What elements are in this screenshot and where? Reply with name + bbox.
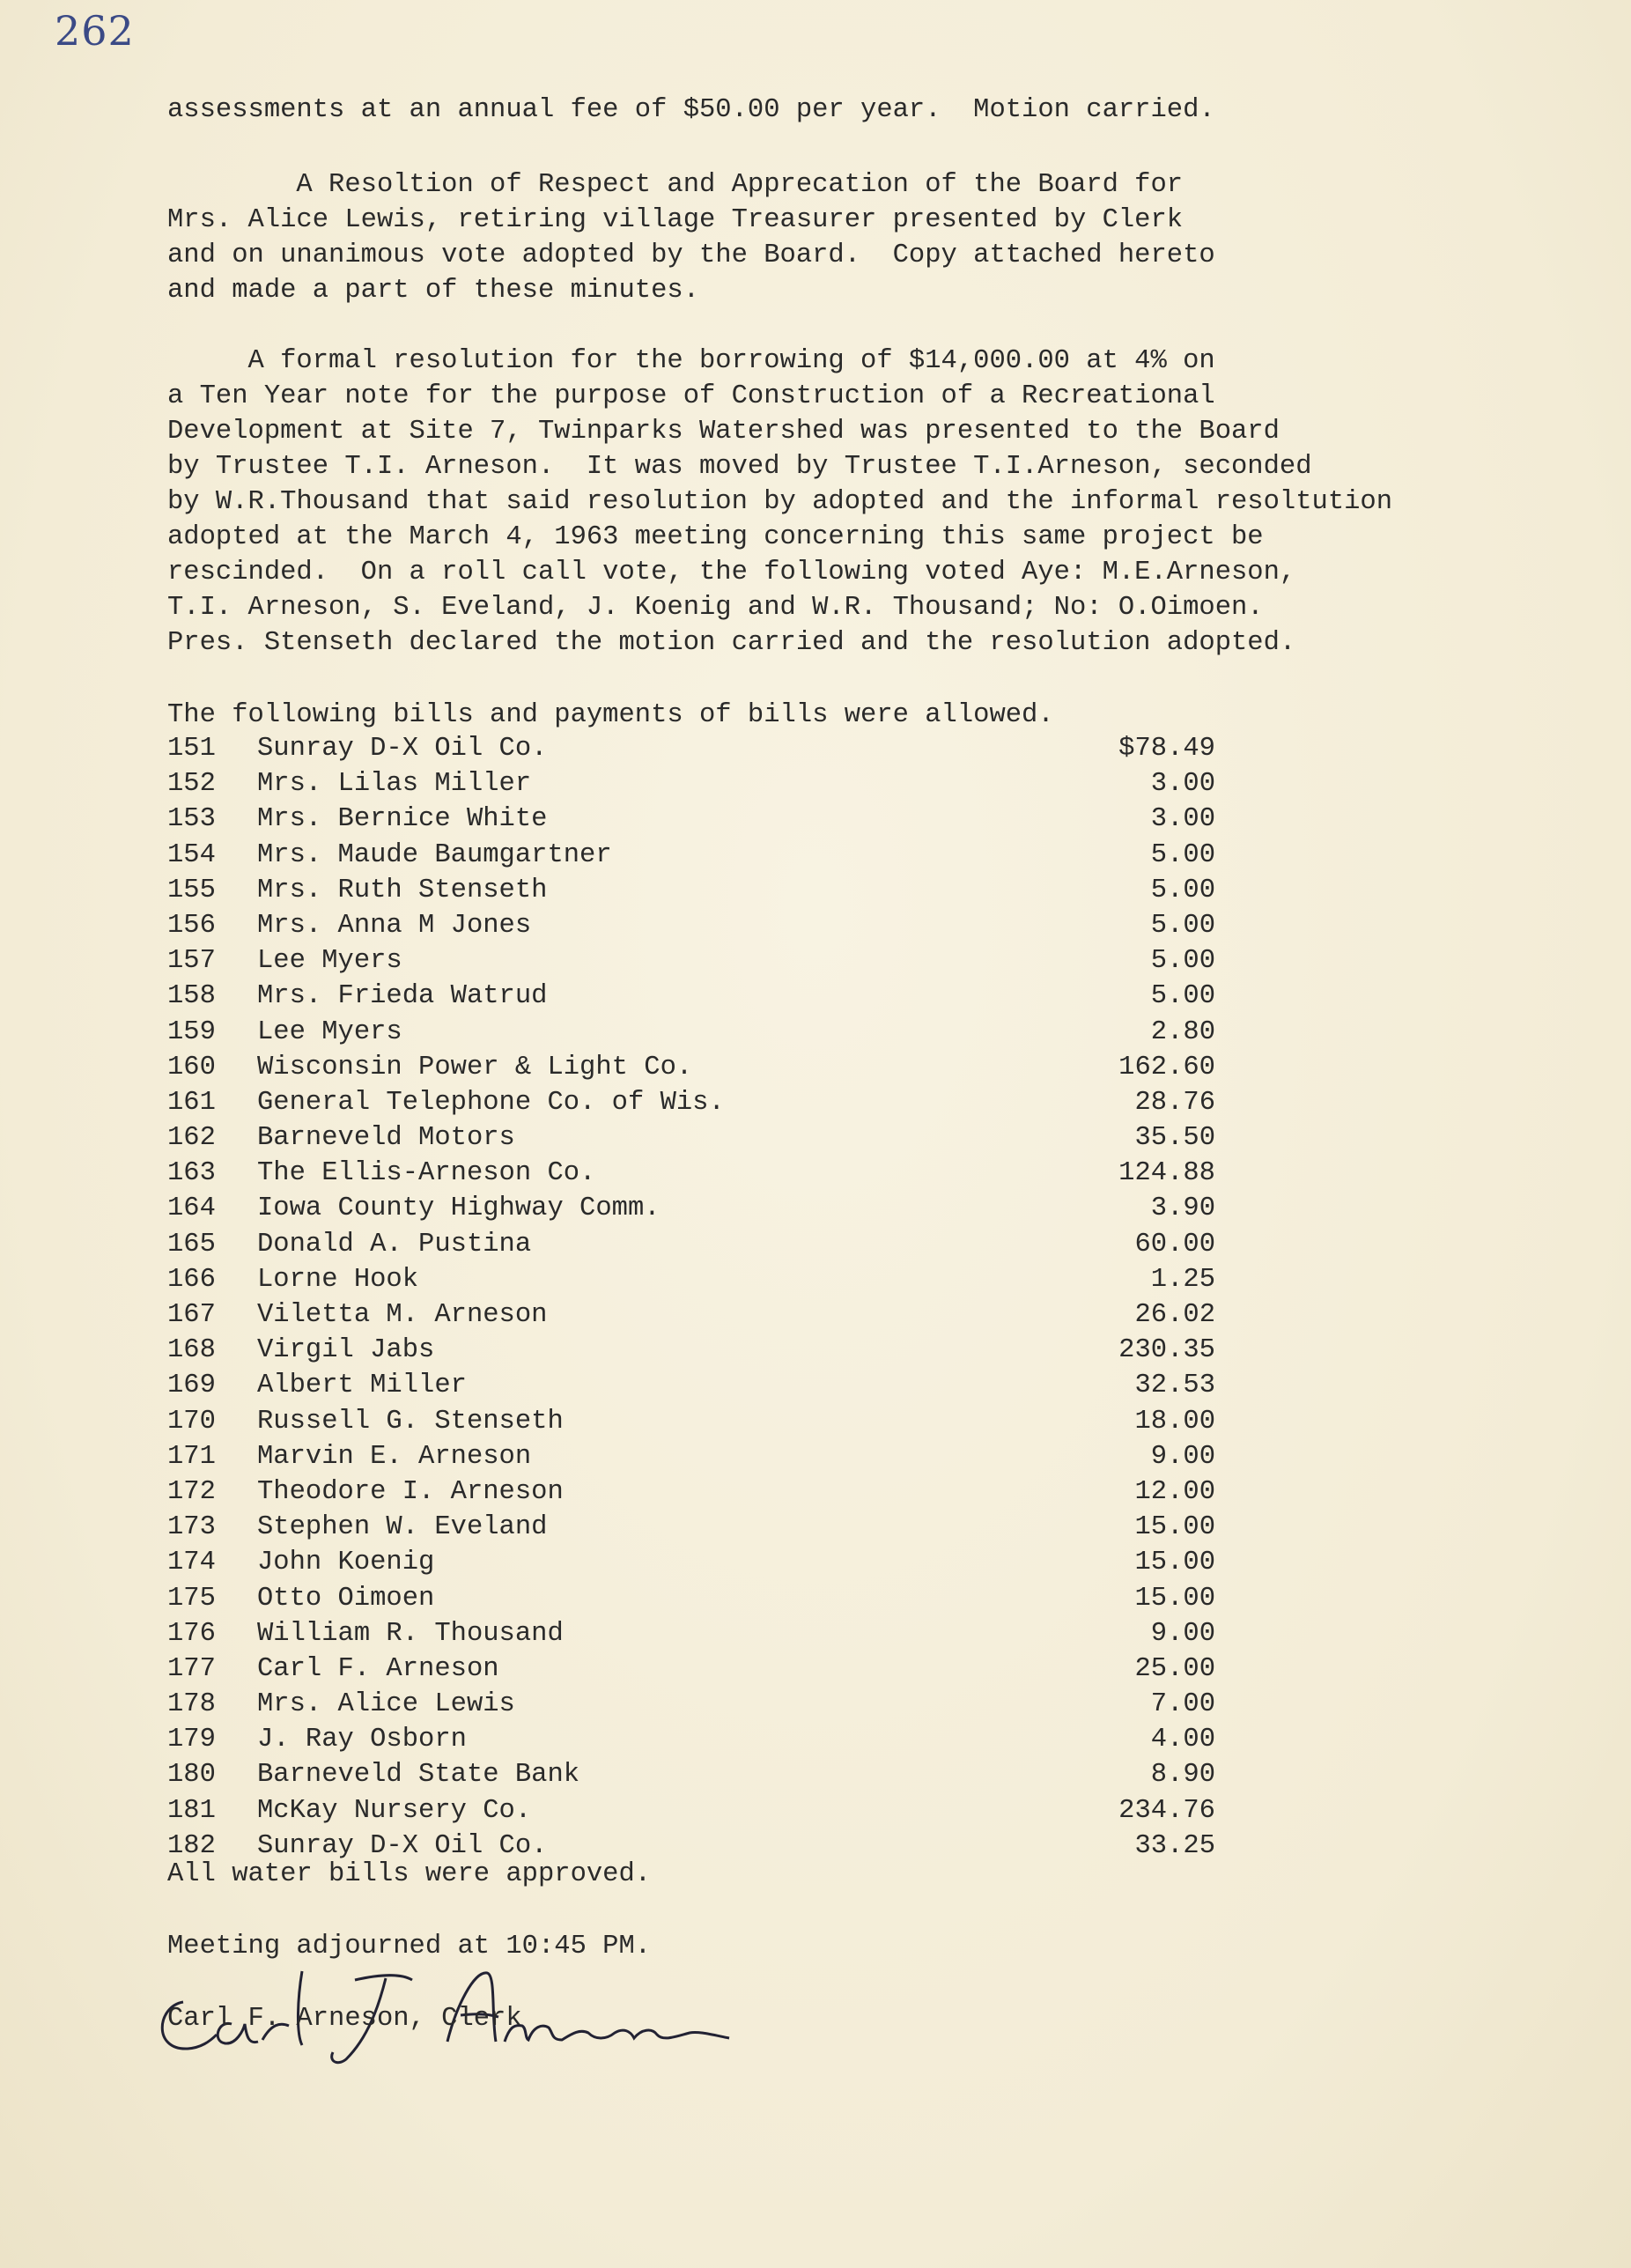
bill-amount: 3.90 (1150, 1193, 1215, 1224)
bill-row (167, 1687, 1251, 1722)
bill-row (167, 1510, 1251, 1545)
bill-row (167, 1404, 1251, 1439)
bill-payee: General Telephone Co. of Wis. (257, 1087, 725, 1118)
bill-payee: Mrs. Maude Baumgartner (257, 839, 612, 870)
bill-amount: 8.90 (1150, 1760, 1215, 1791)
bill-number: 164 (167, 1193, 216, 1224)
bill-payee: Iowa County Highway Comm. (257, 1193, 661, 1224)
bill-number: 173 (167, 1512, 216, 1543)
bill-payee: Sunray D-X Oil Co. (257, 1830, 548, 1861)
bill-payee: Mrs. Frieda Watrud (257, 981, 548, 1012)
bill-payee: Theodore I. Arneson (257, 1476, 564, 1507)
bill-payee: Lorne Hook (257, 1264, 419, 1295)
bill-amount: 26.02 (1134, 1300, 1215, 1330)
bill-row (167, 1085, 1251, 1120)
bill-number: 169 (167, 1370, 216, 1401)
bill-number: 152 (167, 769, 216, 800)
bill-payee: Mrs. Ruth Stenseth (257, 875, 548, 905)
bill-row (167, 943, 1251, 979)
bill-payee: Albert Miller (257, 1370, 467, 1401)
bill-amount: $78.49 (1118, 734, 1215, 764)
bill-row (167, 838, 1251, 873)
bill-number: 171 (167, 1441, 216, 1472)
bill-number: 167 (167, 1300, 216, 1330)
bill-amount: 2.80 (1150, 1016, 1215, 1047)
bill-amount: 32.53 (1134, 1370, 1215, 1401)
bill-payee: Donald A. Pustina (257, 1229, 532, 1260)
bill-amount: 9.00 (1150, 1441, 1215, 1472)
bill-number: 166 (167, 1264, 216, 1295)
bill-row (167, 1722, 1251, 1757)
bill-amount: 5.00 (1150, 910, 1215, 941)
bill-number: 159 (167, 1016, 216, 1047)
bill-number: 181 (167, 1795, 216, 1826)
bill-amount: 234.76 (1118, 1795, 1215, 1826)
paragraph-formal-resolution: A formal resolution for the borrowing of $14,000.00 at 4% on a Ten Year note for the purpose of Construction of a Recreational Development at Site 7, Twinparks Watershed was presented to the Board by Trustee T.I. Arneson. It was moved by Trustee T.I.Arneson, seconded by W.R.Thousand that said resolution by adopted and the informal resoltution adopted at the March 4, 1963 meeting concerning this same project be rescinded. On a roll call vote, the following voted Aye: M.E.Arneson, T.I. Arneson, S. Eveland, J. Koenig and W.R. Thousand; No: O.Oimoen. Pres. Stenseth declared the motion carried and the resolution adopted. (167, 346, 1393, 658)
bill-payee: Viletta M. Arneson (257, 1300, 548, 1330)
bill-amount: 124.88 (1118, 1158, 1215, 1189)
bill-row (167, 1050, 1251, 1085)
bill-amount: 5.00 (1150, 839, 1215, 870)
bill-amount: 5.00 (1150, 946, 1215, 977)
bill-amount: 4.00 (1150, 1725, 1215, 1755)
bill-amount: 230.35 (1118, 1335, 1215, 1366)
bill-number: 172 (167, 1476, 216, 1507)
bill-number: 153 (167, 804, 216, 835)
bill-number: 157 (167, 946, 216, 977)
bill-row (167, 1368, 1251, 1403)
bill-row (167, 1156, 1251, 1191)
bill-payee: The Ellis-Arneson Co. (257, 1158, 596, 1189)
bill-amount: 15.00 (1134, 1583, 1215, 1614)
bill-number: 182 (167, 1830, 216, 1861)
bill-amount: 25.00 (1134, 1653, 1215, 1684)
bill-number: 163 (167, 1158, 216, 1189)
bill-row (167, 908, 1251, 943)
bill-amount: 28.76 (1134, 1087, 1215, 1118)
bill-number: 154 (167, 839, 216, 870)
bill-payee: Carl F. Arneson (257, 1653, 499, 1684)
bill-payee: Mrs. Lilas Miller (257, 769, 532, 800)
bill-payee: John Koenig (257, 1548, 435, 1578)
bill-row (167, 731, 1251, 766)
bill-row (167, 1297, 1251, 1333)
bill-number: 176 (167, 1618, 216, 1649)
bill-amount: 35.50 (1134, 1123, 1215, 1154)
bill-number: 177 (167, 1653, 216, 1684)
bill-amount: 1.25 (1150, 1264, 1215, 1295)
bill-amount: 5.00 (1150, 875, 1215, 905)
bill-row (167, 766, 1251, 802)
bill-amount: 15.00 (1134, 1548, 1215, 1578)
bill-payee: J. Ray Osborn (257, 1725, 467, 1755)
water-bills-note: All water bills were approved. (167, 1859, 652, 1889)
bill-row (167, 1227, 1251, 1262)
bill-row (167, 1439, 1251, 1474)
bill-row (167, 1581, 1251, 1616)
bill-number: 178 (167, 1689, 216, 1720)
bill-payee: Mrs. Anna M Jones (257, 910, 532, 941)
bills-list (167, 731, 1251, 1864)
bill-payee: Virgil Jabs (257, 1335, 435, 1366)
bill-number: 162 (167, 1123, 216, 1154)
bill-row (167, 802, 1251, 837)
bills-intro: The following bills and payments of bills were allowed. (167, 700, 1054, 730)
bill-number: 156 (167, 910, 216, 941)
meeting-adjourned: Meeting adjourned at 10:45 PM. (167, 1932, 652, 1961)
bill-number: 165 (167, 1229, 216, 1260)
bill-number: 175 (167, 1583, 216, 1614)
bill-amount: 9.00 (1150, 1618, 1215, 1649)
clerk-signature-line: Carl F. Arneson, Clerk (167, 2004, 522, 2034)
bill-payee: Mrs. Alice Lewis (257, 1689, 515, 1720)
bill-payee: McKay Nursery Co. (257, 1795, 532, 1826)
bill-number: 180 (167, 1760, 216, 1791)
bill-number: 151 (167, 734, 216, 764)
bill-number: 161 (167, 1087, 216, 1118)
bill-amount: 33.25 (1134, 1830, 1215, 1861)
bill-payee: Lee Myers (257, 1016, 402, 1047)
bill-row (167, 1015, 1251, 1050)
bill-amount: 12.00 (1134, 1476, 1215, 1507)
bill-row (167, 1793, 1251, 1828)
bill-amount: 15.00 (1134, 1512, 1215, 1543)
bill-amount: 5.00 (1150, 981, 1215, 1012)
bill-amount: 3.00 (1150, 804, 1215, 835)
bill-amount: 18.00 (1134, 1406, 1215, 1437)
bill-row (167, 1545, 1251, 1580)
bill-number: 170 (167, 1406, 216, 1437)
bill-payee: Russell G. Stenseth (257, 1406, 564, 1437)
bill-number: 168 (167, 1335, 216, 1366)
paragraph-resolution-of-respect: A Resoltion of Respect and Apprecation of the Board for Mrs. Alice Lewis, retiring village Treasurer presented by Clerk and on unanimous vote adopted by the Board. Copy attached hereto and made a part of these minutes. (167, 170, 1215, 306)
bill-payee: Stephen W. Eveland (257, 1512, 548, 1543)
bill-row (167, 1333, 1251, 1368)
bill-payee: Mrs. Bernice White (257, 804, 548, 835)
paragraph-assessments: assessments at an annual fee of $50.00 per year. Motion carried. (167, 95, 1215, 125)
bill-row (167, 1191, 1251, 1226)
bill-number: 160 (167, 1052, 216, 1082)
bill-payee: Barneveld Motors (257, 1123, 515, 1154)
bill-row (167, 873, 1251, 908)
bill-row (167, 1262, 1251, 1297)
bill-payee: Sunray D-X Oil Co. (257, 734, 548, 764)
bill-payee: Otto Oimoen (257, 1583, 435, 1614)
bill-row (167, 1757, 1251, 1792)
bill-number: 174 (167, 1548, 216, 1578)
bill-payee: Marvin E. Arneson (257, 1441, 532, 1472)
bill-row (167, 1616, 1251, 1651)
bill-payee: Lee Myers (257, 946, 402, 977)
bill-number: 158 (167, 981, 216, 1012)
bill-number: 179 (167, 1725, 216, 1755)
bill-payee: Barneveld State Bank (257, 1760, 580, 1791)
bill-row (167, 1120, 1251, 1156)
bill-amount: 7.00 (1150, 1689, 1215, 1720)
bill-row (167, 979, 1251, 1014)
bill-amount: 3.00 (1150, 769, 1215, 800)
bill-row (167, 1651, 1251, 1687)
bill-number: 155 (167, 875, 216, 905)
bill-row (167, 1474, 1251, 1510)
bill-payee: Wisconsin Power & Light Co. (257, 1052, 693, 1082)
bill-amount: 60.00 (1134, 1229, 1215, 1260)
bill-payee: William R. Thousand (257, 1618, 564, 1649)
page-number: 262 (55, 7, 135, 55)
bill-amount: 162.60 (1118, 1052, 1215, 1082)
